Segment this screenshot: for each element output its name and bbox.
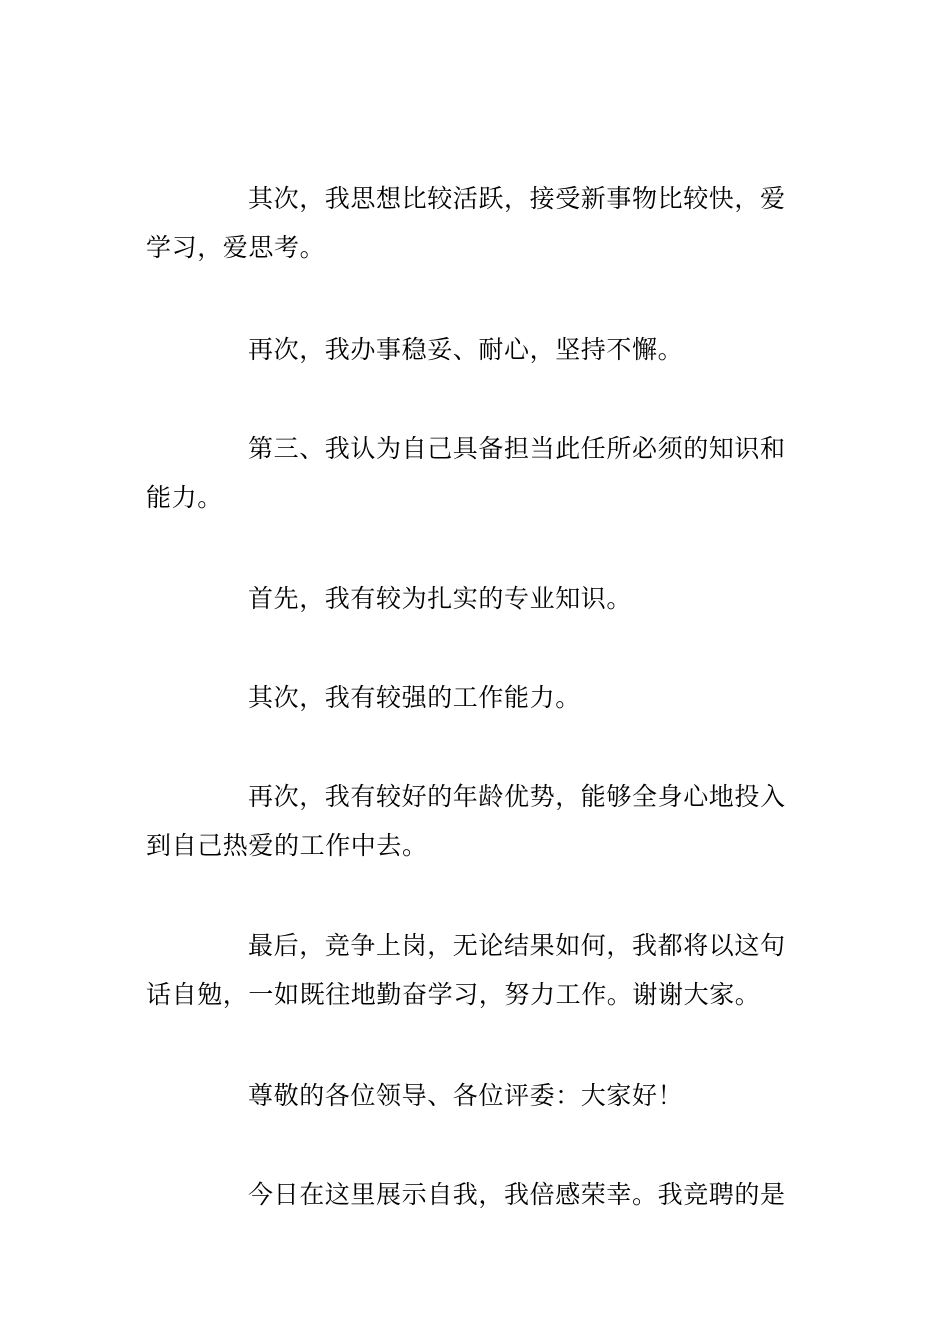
paragraph-thinking-active [146,174,808,272]
paragraph-third-knowledge [146,424,808,522]
paragraph-work-ability [146,673,808,722]
paragraph-steady-patient [146,325,808,374]
paragraph-closing [146,921,808,1019]
paragraph-line: 其次，我有较强的工作能力。 [248,683,581,712]
paragraph-line: 其次，我思想比较活跃，接受新事物比较快，爱 [248,184,786,213]
paragraph-line: 第三、我认为自己具备担当此任所必须的知识和 [248,434,786,463]
paragraph-line: 再次，我办事稳妥、耐心，坚持不懈。 [248,335,684,364]
paragraph-line: 今日在这里展示自我，我倍感荣幸。我竞聘的是 [248,1180,786,1209]
paragraph-line: 能力。 [146,483,223,512]
paragraph-line: 学习，爱思考。 [146,233,326,262]
paragraph-line: 尊敬的各位领导、各位评委：大家好！ [248,1081,684,1110]
paragraph-greeting [146,1071,808,1120]
paragraph-line: 最后，竞争上岗，无论结果如何，我都将以这句 [248,931,786,960]
paragraph-age-advantage [146,772,808,870]
paragraph-introduction [146,1170,808,1219]
paragraph-line: 话自勉，一如既往地勤奋学习，努力工作。谢谢大家。 [146,980,761,1009]
paragraph-line: 到自己热爱的工作中去。 [146,831,428,860]
paragraph-professional-knowledge [146,574,808,623]
paragraph-line: 再次，我有较好的年龄优势，能够全身心地投入 [248,782,786,811]
paragraph-line: 首先，我有较为扎实的专业知识。 [248,584,633,613]
